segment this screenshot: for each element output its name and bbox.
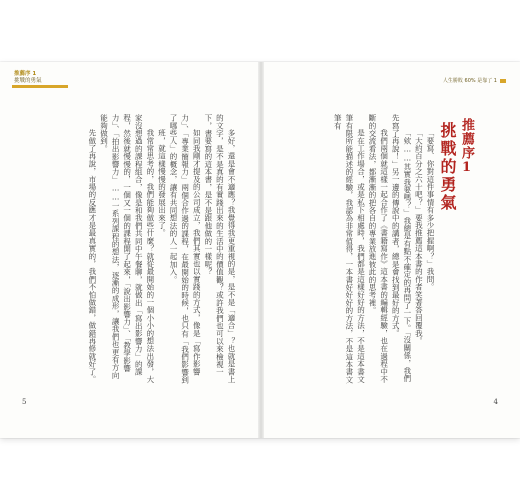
running-head-series: 推薦序 1 xyxy=(14,71,37,77)
paragraph: 如同我剛才提及的公司成立，我們其實也以實踐的方式，像是「寫作影響力」、「專業簡報力」兩個合作過的課程，在最開始的時候，也只有「我們影響到了哪些人」的概念，讓有共同想法的人一起加入。 xyxy=(169,114,202,384)
running-head-left xyxy=(14,71,70,85)
running-head-subtitle: 挑戰的勇氣 xyxy=(14,78,42,84)
paragraph: 我們兩個就這樣一起合作了《書籍寫作》這本書的編輯經驗，也在過程中不斷的交流看法，都漸漸的把各自的專業放進彼此的思考裡。 xyxy=(368,114,389,384)
chapter-label: 推薦序1 xyxy=(459,118,474,176)
paragraph: 是在工作場合，或是私下相處時，我們都是這樣好好的方法，不是這本書文筆有限所能描述的經驗，我認為非常值得，一本書好好好的方法，不是這本書文筆有 xyxy=(333,114,366,384)
page-number-right: 4 xyxy=(493,398,498,406)
right-page-body xyxy=(276,114,436,384)
chapter-heading xyxy=(440,118,476,378)
running-head-marker-icon xyxy=(500,79,506,83)
page-number-left: 5 xyxy=(22,398,27,406)
running-head-right xyxy=(443,77,506,84)
running-head-right-text: 人生勝敗 60% 是靠了 1 xyxy=(442,78,497,84)
paragraph: 「要寫、你對這件事情有多少把握啊？」我問。 xyxy=(426,129,435,291)
running-head-bar xyxy=(12,85,68,88)
book-gutter xyxy=(258,62,264,438)
paragraph: 先做了再說，市場的反應才是最真實的，我們不怕做錯，做錯再修就好了。 xyxy=(87,129,97,384)
paragraph: 「欸……其實我要嗎？」我總是有點不確定的再問了一下。「沒關係，我們先寫了再說！」另一邊的傳說中的講者，總是會找到最好的方式。 xyxy=(391,114,412,383)
paragraph: 「大約百分之六十吧？」要我推薦這本書的作者笑著答回覆我。 xyxy=(414,129,424,345)
paragraph: 班，就這樣慢慢的發展出來了。 xyxy=(157,129,167,237)
paragraph: 多好，還是會不適應？我覺得我更重視的是，是不是「適合」？也就是書上的文字，是不是真的有實踐出來的生活中的價值觀？或許我們也可以來檢視一下，書要寫的這本書，是不是跟他做的一樣呢？ xyxy=(203,114,236,384)
left-page-body xyxy=(45,114,237,384)
paragraph: 我常常思考的，我們能夠做些什麼？就從最開始的一個小小的想法出發，大家沒想過的課程組合，像是和我們共同中午餐聊，就做出「寫出影響力」的課程，然後就慢慢的，一個又一個的課程開了起來，「說出影響力」、「教學影響力」、「拍出影響力」……一系列課程的想法，逐漸的成形，讓我們也更有方向能夠做到。 xyxy=(99,114,155,384)
chapter-title: 挑戰的勇氣 xyxy=(438,122,457,212)
